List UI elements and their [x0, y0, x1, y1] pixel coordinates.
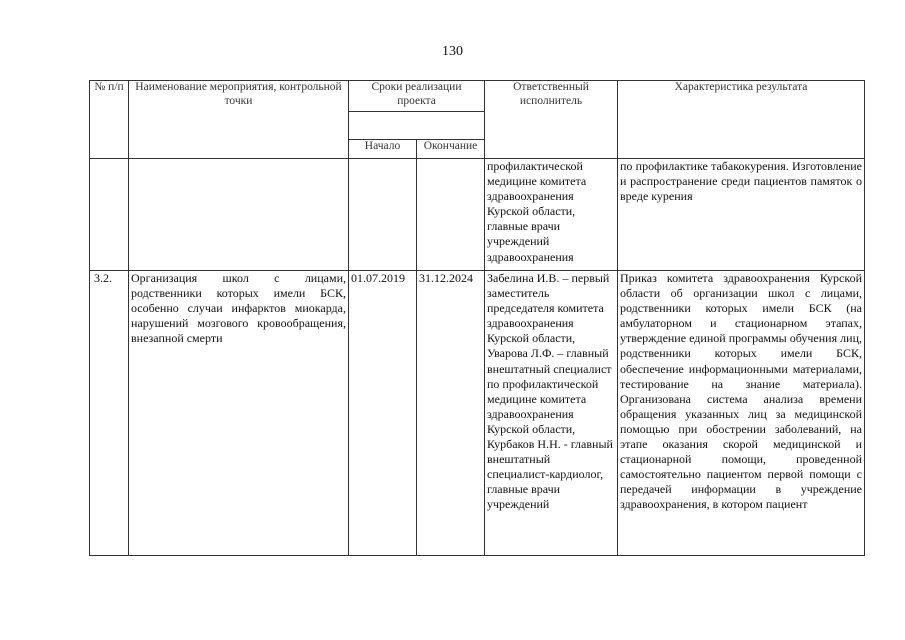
header-executor: Ответственный исполнитель: [485, 81, 618, 159]
measures-table: [89, 80, 865, 556]
table-row: [90, 271, 865, 556]
header-period: Сроки реализации проекта: [349, 81, 485, 112]
row-start-cell: 01.07.2019: [349, 271, 417, 556]
table-row: [90, 159, 865, 271]
row-executor-cell: профилактической медицине комитета здравоохранения Курской области, главные врачи учреждений здравоохранения: [485, 159, 618, 271]
row-start-cell: [349, 159, 417, 271]
row-num-cell: [90, 159, 129, 271]
header-period-spacer: [349, 112, 485, 140]
row-executor-cell: Забелина И.В. – первый заместитель председателя комитета здравоохранения Курской области, Уварова Л.Ф. – главный внештатный специалист по профилактической медицине комитета здравоохранения Курской области, Курбаков Н.Н. - главный внештатный специалист-кардиолог, главные врачи учреждений: [485, 271, 618, 556]
row-end-cell: 31.12.2024: [417, 271, 485, 556]
row-num-cell: 3.2.: [90, 271, 129, 556]
header-result: Характеристика результата: [618, 81, 865, 159]
header-num: № п/п: [90, 81, 129, 159]
row-name-cell: [129, 159, 349, 271]
header-end: Окончание: [417, 140, 485, 159]
row-end-cell: [417, 159, 485, 271]
row-result-cell: по профилактике табакокурения. Изготовление и распространение среди пациентов памяток о вреде курения: [618, 159, 865, 271]
row-result-cell: Приказ комитета здравоохранения Курской области об организации школ с лицами, родственники которых имели БСК (на амбулаторном и стационарном этапах, утверждение единой программы обучения лиц, родственники которых имели БСК, обеспечение информационными материалами, тестирование на знание материала). Организована система анализа времени обращения указанных лиц за медицинской помощью при обострении заболеваний, на этапе оказания скорой медицинской и стационарной помощи, проведенной самостоятельно пациентом первой помощи с передачей информации в учреждение здравоохранения, в котором пациент: [618, 271, 865, 556]
row-name-cell: Организация школ с лицами, родственники которых имели БСК, особенно случаи инфарктов миокарда, нарушений мозгового кровообращения, внезапной смерти: [129, 271, 349, 556]
header-name: Наименование мероприятия, контрольной точки: [129, 81, 349, 159]
page-number: 130: [442, 44, 463, 59]
header-start: Начало: [349, 140, 417, 159]
